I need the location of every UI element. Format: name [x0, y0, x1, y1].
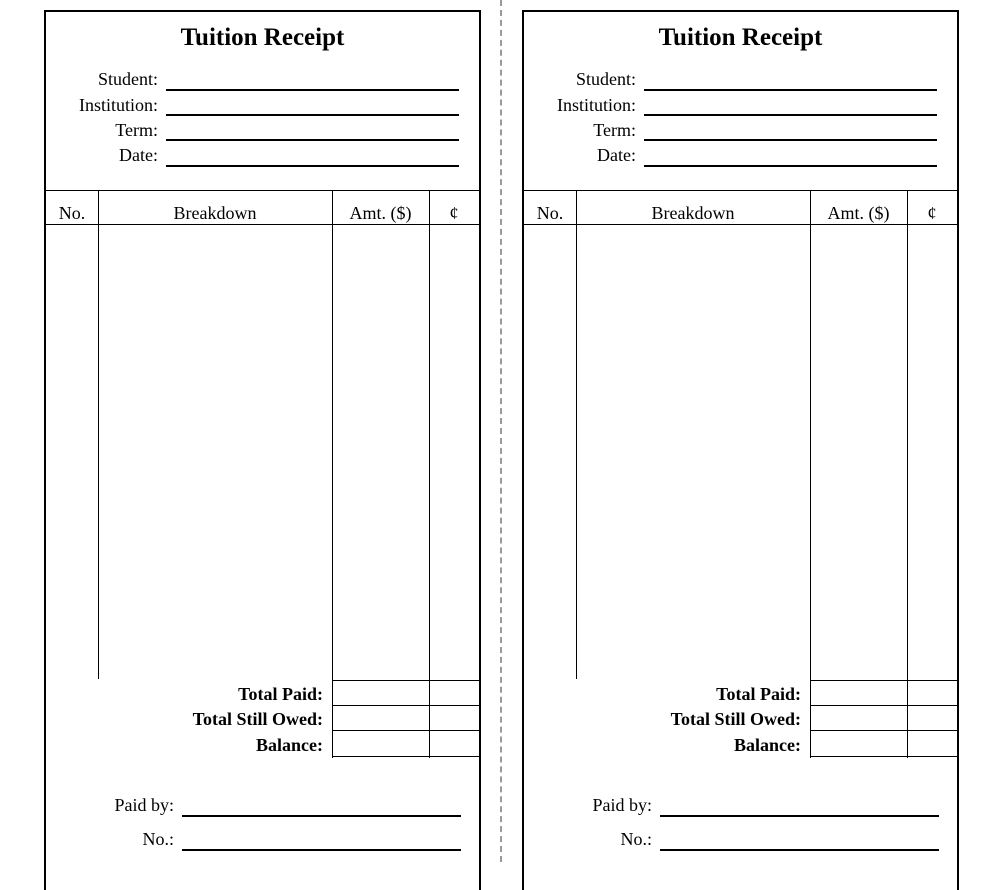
- date-field[interactable]: [166, 165, 459, 167]
- number-label: No.:: [142, 829, 174, 849]
- paid-by-field[interactable]: [182, 815, 461, 817]
- tuition-receipt-left: [44, 10, 481, 890]
- term-label: Term:: [593, 120, 636, 140]
- total-still-owed-label: Total Still Owed:: [192, 709, 323, 729]
- student-label: Student:: [97, 69, 158, 89]
- table-top-rule: [46, 190, 479, 191]
- student-label: Student:: [575, 69, 636, 89]
- date-label: Date:: [597, 145, 636, 165]
- institution-label: Institution:: [78, 95, 158, 115]
- totals-rule: [332, 730, 479, 731]
- col-divider: [429, 190, 430, 224]
- col-cents-header: ¢: [449, 203, 459, 223]
- student-field[interactable]: [166, 89, 459, 91]
- col-divider: [98, 190, 99, 224]
- number-field[interactable]: [182, 849, 461, 851]
- col-divider: [810, 224, 811, 758]
- col-divider: [576, 190, 577, 224]
- tuition-receipt-right: [522, 10, 959, 890]
- totals-rule: [332, 680, 479, 681]
- paid-by-label: Paid by:: [592, 795, 652, 815]
- col-divider: [907, 190, 908, 224]
- col-no-header: No.: [536, 203, 564, 223]
- totals-rule: [810, 705, 957, 706]
- student-field[interactable]: [644, 89, 937, 91]
- date-field[interactable]: [644, 165, 937, 167]
- col-no-header: No.: [58, 203, 86, 223]
- totals-rule: [810, 756, 957, 757]
- col-amount-header: Amt. ($): [349, 203, 412, 223]
- totals-rule: [332, 705, 479, 706]
- totals-rule: [810, 730, 957, 731]
- term-field[interactable]: [166, 139, 459, 141]
- term-label: Term:: [115, 120, 158, 140]
- totals-rule: [332, 756, 479, 757]
- col-divider: [429, 224, 430, 758]
- balance-label: Balance:: [734, 735, 801, 755]
- number-label: No.:: [620, 829, 652, 849]
- receipt-title: Tuition Receipt: [180, 24, 345, 51]
- total-paid-label: Total Paid:: [238, 684, 323, 704]
- institution-label: Institution:: [556, 95, 636, 115]
- table-header-rule: [46, 224, 479, 225]
- totals-rule: [810, 680, 957, 681]
- number-field[interactable]: [660, 849, 939, 851]
- paid-by-label: Paid by:: [114, 795, 174, 815]
- col-divider: [332, 190, 333, 224]
- institution-field[interactable]: [644, 114, 937, 116]
- col-amount-header: Amt. ($): [827, 203, 890, 223]
- cut-line-divider: [500, 0, 502, 862]
- col-divider: [576, 224, 577, 679]
- receipt-title: Tuition Receipt: [658, 24, 823, 51]
- col-divider: [98, 224, 99, 679]
- table-top-rule: [524, 190, 957, 191]
- total-paid-label: Total Paid:: [716, 684, 801, 704]
- col-breakdown-header: Breakdown: [173, 203, 257, 223]
- col-divider: [810, 190, 811, 224]
- col-cents-header: ¢: [927, 203, 937, 223]
- total-still-owed-label: Total Still Owed:: [670, 709, 801, 729]
- col-breakdown-header: Breakdown: [651, 203, 735, 223]
- term-field[interactable]: [644, 139, 937, 141]
- col-divider: [907, 224, 908, 758]
- table-header-rule: [524, 224, 957, 225]
- col-divider: [332, 224, 333, 758]
- balance-label: Balance:: [256, 735, 323, 755]
- institution-field[interactable]: [166, 114, 459, 116]
- date-label: Date:: [119, 145, 158, 165]
- paid-by-field[interactable]: [660, 815, 939, 817]
